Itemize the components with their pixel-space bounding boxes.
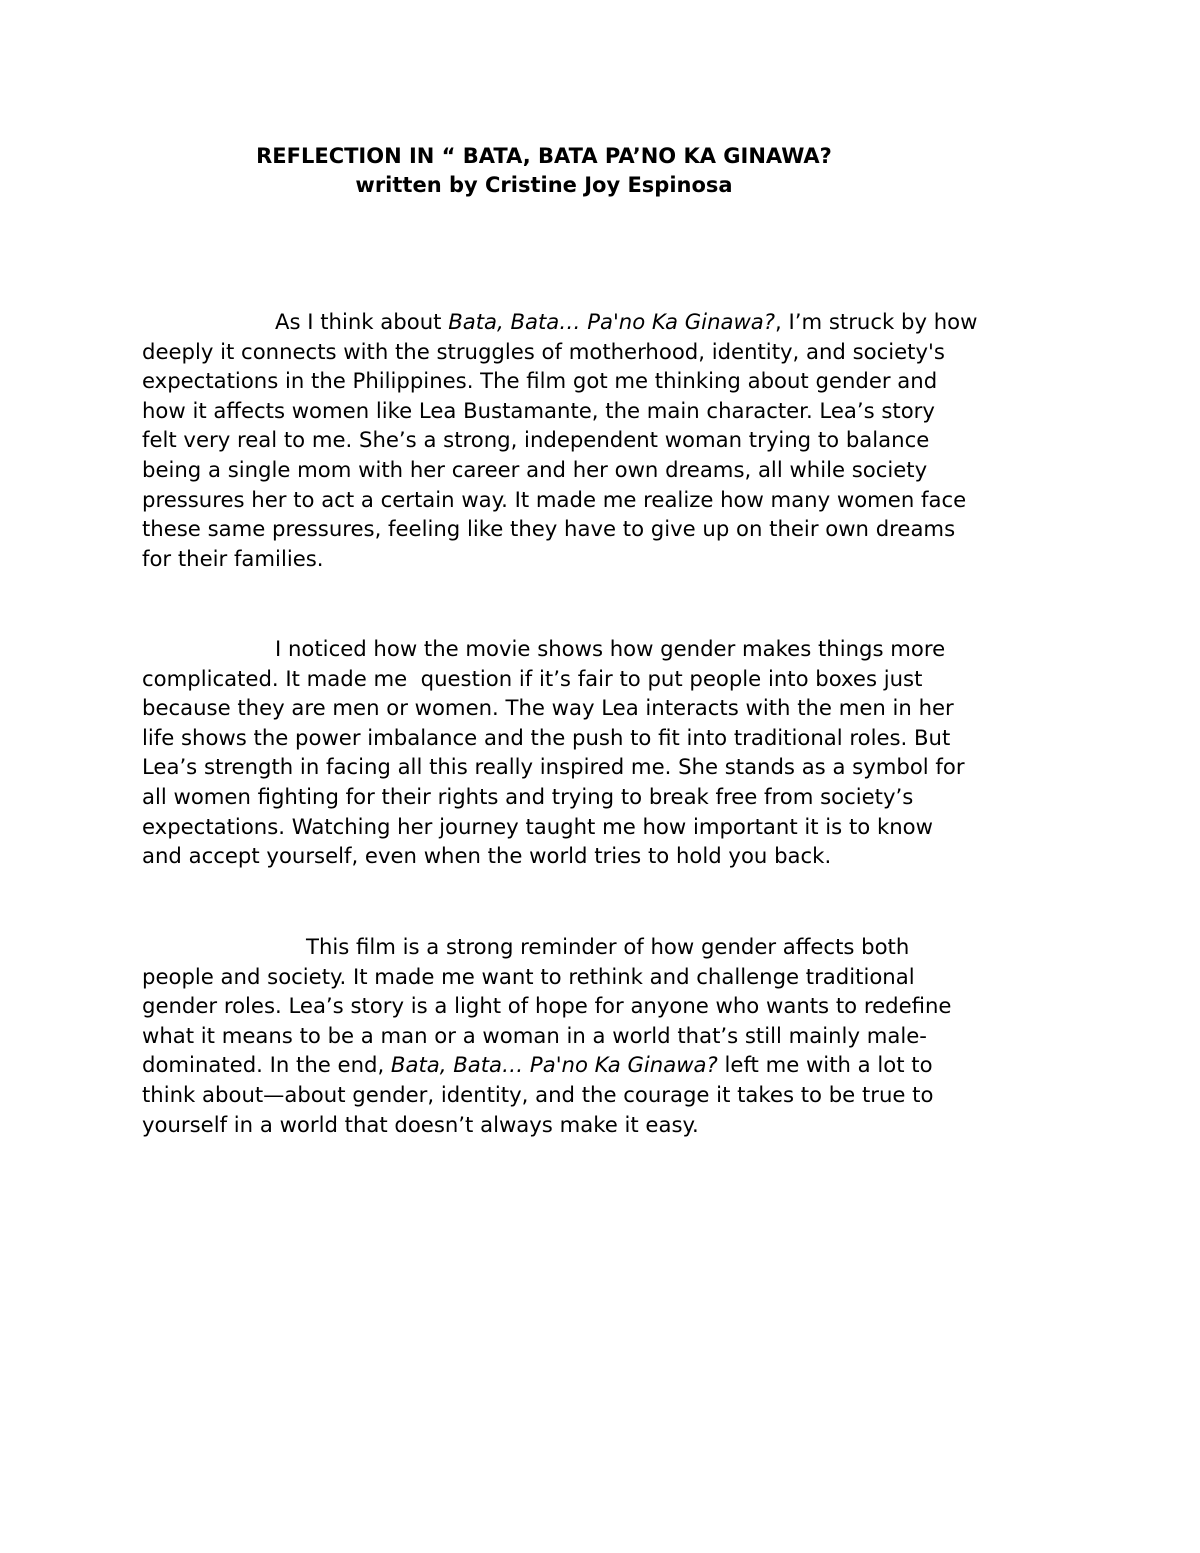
paragraph-3 — [142, 932, 1062, 1139]
paragraph-line: how it affects women like Lea Bustamante, the main character. Lea’s story — [142, 397, 935, 423]
paragraph-line: expectations in the Philippines. The film got me thinking about gender and — [142, 368, 938, 394]
paragraph-line: This film is a strong reminder of how gender affects both — [306, 934, 910, 959]
text-span: dominated. In the end, — [142, 1052, 391, 1078]
paragraph-line: because they are men or women. The way Lea interacts with the men in her — [142, 695, 954, 721]
paragraph-line: I noticed how the movie shows how gender makes things more — [275, 636, 946, 661]
paragraph-line: Lea’s strength in facing all this really inspired me. She stands as a symbol for — [142, 754, 965, 780]
paragraph-line: felt very real to me. She’s a strong, independent woman trying to balance — [142, 427, 930, 453]
paragraph-line: for their families. — [142, 545, 324, 571]
paragraph-line: what it means to be a man or a woman in a world that’s still mainly male- — [142, 1022, 927, 1048]
paragraph-2 — [142, 634, 1062, 871]
paragraph-line — [142, 307, 1062, 337]
paragraph-line — [142, 1050, 1062, 1080]
paragraph-line: being a single mom with her career and her own dreams, all while society — [142, 456, 928, 482]
text-span: left me with a lot to — [717, 1052, 933, 1078]
text-span: As I think about — [275, 309, 449, 334]
paragraph-line: people and society. It made me want to rethink and challenge traditional — [142, 963, 915, 989]
film-title-italic: Bata, Bata… Pa'no Ka Ginawa? — [390, 1052, 718, 1078]
paragraph-line: all women fighting for their rights and trying to break free from society’s — [142, 783, 914, 809]
paragraph-line: complicated. It made me question if it’s fair to put people into boxes just — [142, 665, 923, 691]
film-title-italic: Bata, Bata… Pa'no Ka Ginawa? — [448, 309, 776, 334]
document-title — [0, 142, 1088, 200]
title-line-1: REFLECTION IN “ BATA, BATA PA’NO KA GINAWA? — [256, 144, 832, 168]
paragraph-line: expectations. Watching her journey taught me how important it is to know — [142, 813, 933, 839]
paragraph-line: deeply it connects with the struggles of motherhood, identity, and society's — [142, 338, 945, 364]
paragraph-line: pressures her to act a certain way. It made me realize how many women face — [142, 486, 967, 512]
author-byline: written by Cristine Joy Espinosa — [355, 173, 733, 197]
paragraph-line: think about—about gender, identity, and the courage it takes to be true to — [142, 1081, 934, 1107]
paragraph-line: and accept yourself, even when the world tries to hold you back. — [142, 843, 832, 869]
paragraph-line: gender roles. Lea’s story is a light of hope for anyone who wants to redefine — [142, 993, 952, 1019]
paragraph-line: life shows the power imbalance and the push to fit into traditional roles. But — [142, 724, 951, 750]
paragraph-line: these same pressures, feeling like they have to give up on their own dreams — [142, 516, 956, 542]
paragraph-1 — [142, 307, 1062, 573]
paragraph-line: yourself in a world that doesn’t always make it easy. — [142, 1111, 699, 1137]
text-span: , I’m struck by how — [775, 309, 978, 334]
